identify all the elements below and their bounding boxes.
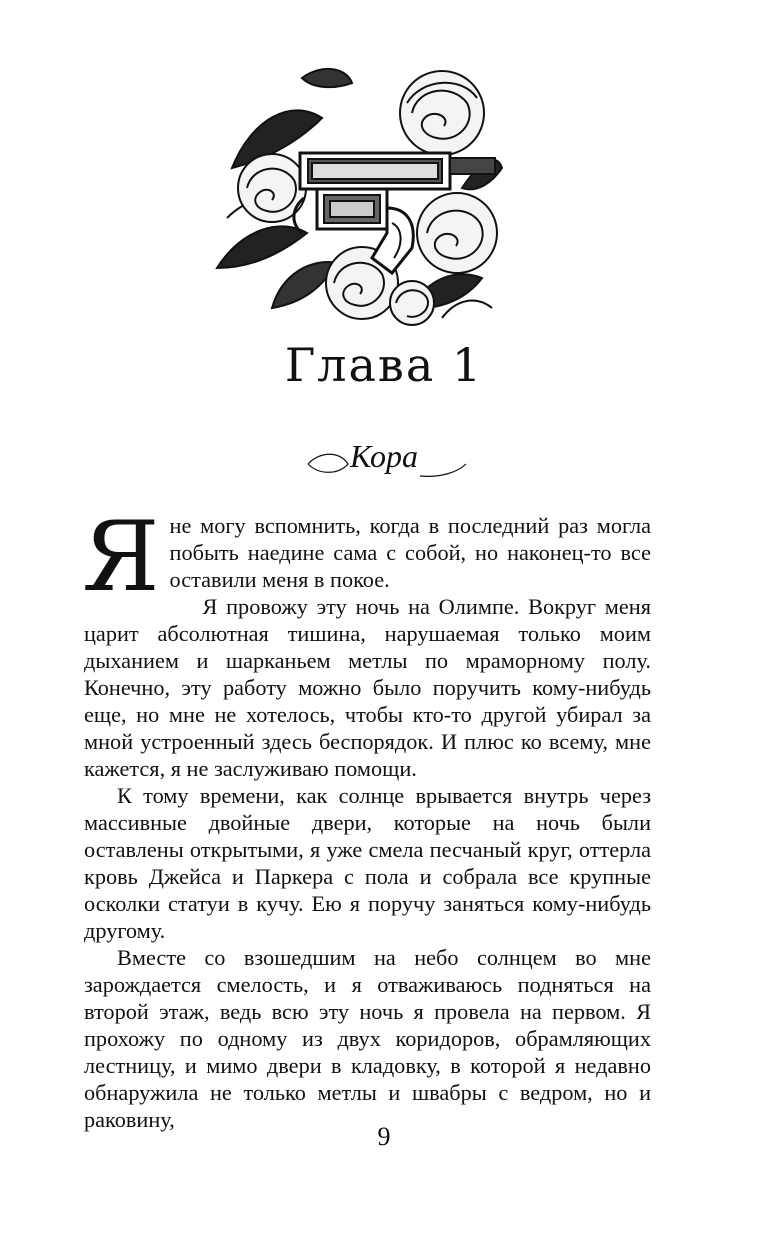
chapter-body (82, 501, 651, 1133)
paragraph (82, 501, 651, 613)
paragraph-text: не могу вспомнить, когда в последний раз могла побыть наедине сама с собой, но наконец-то все оставили меня в покое. (169, 513, 651, 592)
pov-character-name: Кора (349, 438, 419, 474)
paragraph: К тому времени, как солнце врывается внутрь через массивные двойные двери, которые на ночь были оставлены открытыми, я уже смела песчаный круг, оттерла кровь Джейса и Паркера с пола и собрала все крупные осколки статуи в кучу. Ею я поручу заняться кому-нибудь другому. (84, 783, 651, 943)
chapter-title: Глава 1 (284, 338, 484, 392)
revolver-roses-illustration (212, 58, 504, 330)
page-number: 9 (377, 1122, 391, 1151)
drop-cap: Я (82, 501, 160, 613)
paragraph: Я провожу эту ночь на Олимпе. Вокруг меня царит абсолютная тишина, нарушаемая только моим дыханием и шарканьем метлы по мраморному полу. Конечно, эту работу можно было поручить кому-нибудь еще, но мне не хотелось, чтобы кто-то другой убирал за мной устроенный здесь беспорядок. И плюс ко всему, мне кажется, я не заслуживаю помощи. (84, 594, 651, 781)
paragraph: Вместе со взошедшим на небо солнцем во мне зарождается смелость, и я отваживаюсь подняться на второй этаж, ведь всю эту ночь я провела на первом. Я прохожу по одному из двух коридоров, обрамляющих лестницу, и мимо двери в кладовку, в которой я недавно обнаружила не только метлы и швабры с ведром, но и раковину, (84, 945, 651, 1132)
